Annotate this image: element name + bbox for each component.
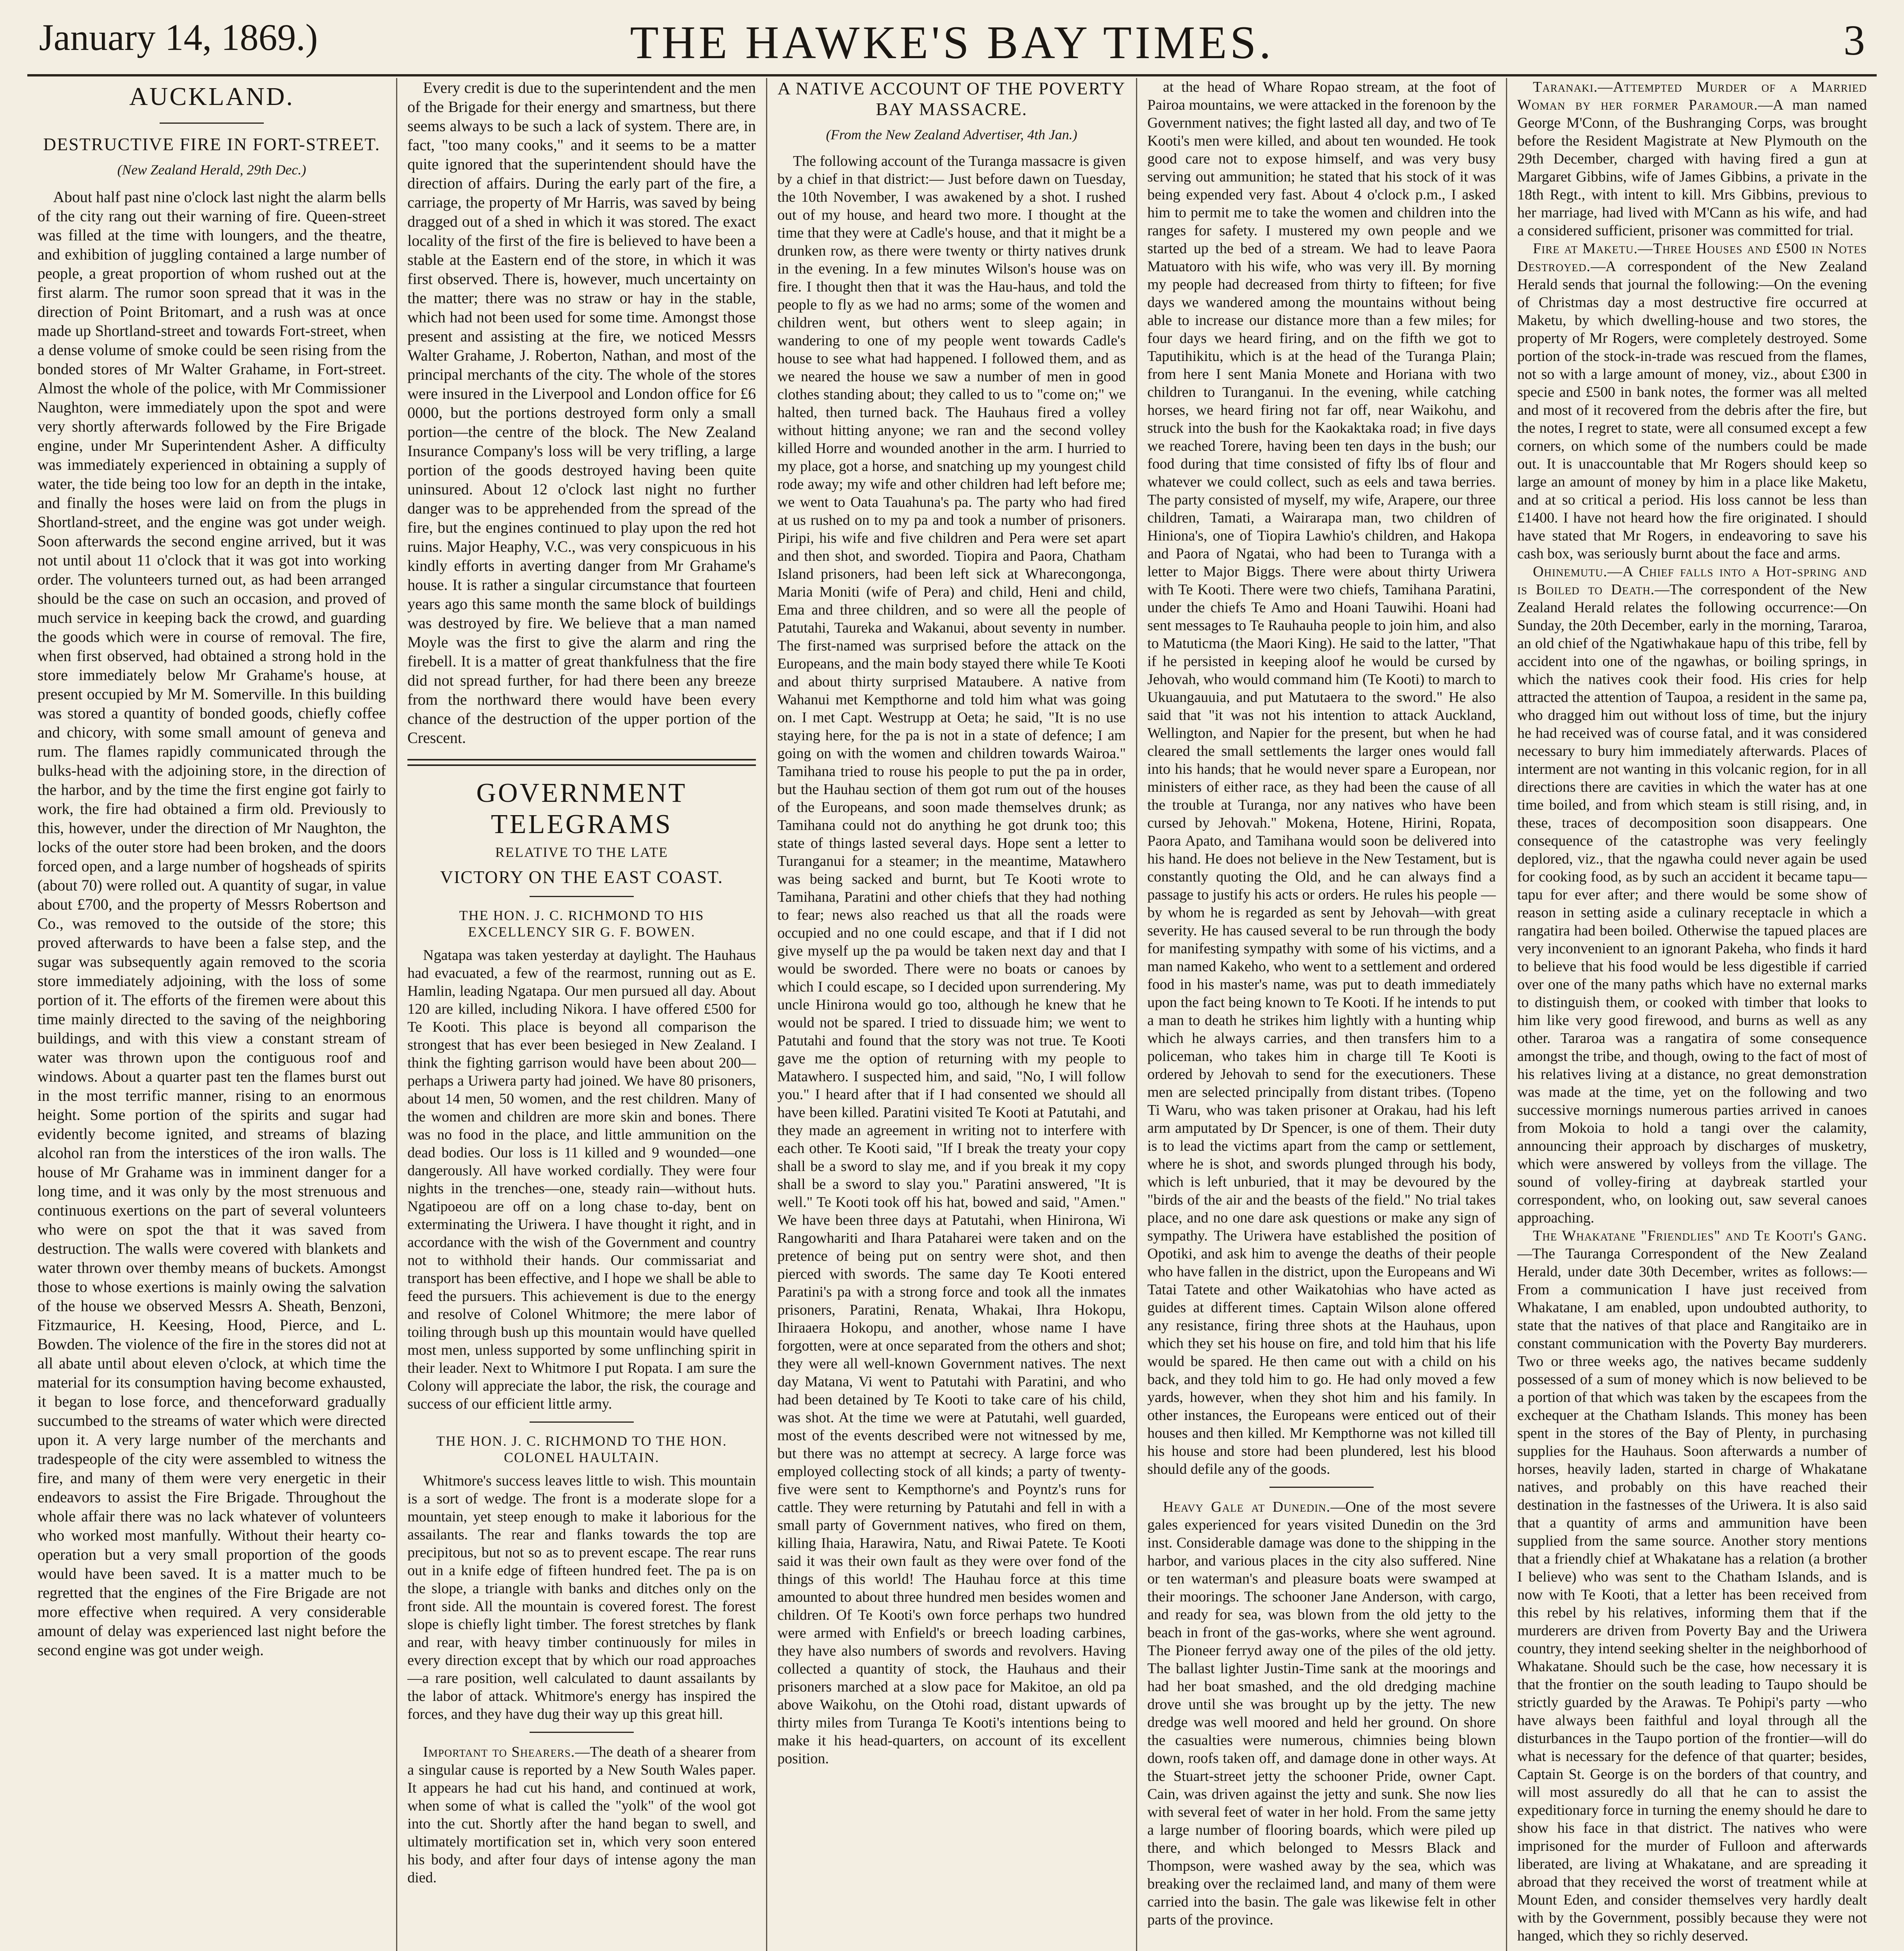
column-5: [1507, 78, 1877, 1951]
article-ohinemutu-text: —The correspondent of the New Zealand Herald relates the following occurrence:—On Sunday, the 20th December, early in the morning, Tararoa, an old chief of the Ngatiwhakaue hapu of this tribe, fell by accident into one of the ngawhas, or boiling springs, in which the natives cook their food. His cries for help attracted the attention of Taupoa, a resident in the same pa, who dragged him out without loss of time, but the injury he had received was of course fatal, and it was considered necessary to bury him immediately afterwards. Places of interment are not wanting in this volcanic region, for in all directions there are cavities in which the water has at one time boiled, and from which steam is still rising, and, in these, traces of decomposition soon disappears. One consequence of the catastrophe was very feelingly deplored, viz., that the ngawha could never again be used for cooking food, as by such an accident it became tapu—tapu for ever after; and there would be some show of reason in setting aside a culinary receptacle in which a rangatira had been boiled. Otherwise the tapued places are very inconvenient to an ignorant Pakeha, who finds it hard to believe that his food would be less digestible if carried over one of the many paths which have no external marks to distinguish them, or cooked with timber that looks to him like very good firewood, and burns as well as any other. Tararoa was a rangatira of some consequence amongst the tribe, and though, owing to the fact of most of his relatives living at a distance, no great demonstration was made at the time, yet on the following and two successive mornings numerous parties arrived in canoes from Mokoia to hold a tangi over the calamity, announcing their approach by discharges of musketry, which were answered by volleys from the village. The sound of volley-firing at daybreak startled your correspondent, who, on looking out, saw several canoes approaching.: [1517, 581, 1867, 1226]
article-body-fire-continued: Every credit is due to the superintendent and the men of the Brigade for their energy and smartness, but there seems always to be such a lack of system. There are, in fact, "too many cooks," and it seems to be a matter quite ignored that the superintendent should have the direction of affairs. During the early part of the fire, a carriage, the property of Mr Harris, was saved by being dragged out of a shed in which it was stored. The exact locality of the first of the fire is believed to have been a stable at the Eastern end of the store, in which it was first observed. There is, however, much uncertainty on the matter; there was no straw or hay in the stable, which had not been used for some time. Amongst those present and assisting at the fire, we noticed Messrs Walter Grahame, J. Roberton, Nathan, and most of the principal merchants of the city. The whole of the stores were insured in the Liverpool and London office for £6 0000, but the portions destroyed form only a small portion—the centre of the block. The New Zealand Insurance Company's loss will be very trifling, a large portion of the goods destroyed having been quite uninsured. About 12 o'clock last night no further danger was to be apprehended from the spread of the fire, but the engines continued to play upon the red hot ruins. Major Heaphy, V.C., was very conspicuous in his kindly efforts in averting danger from Mr Grahame's house. It is rather a singular circumstance that fourteen years ago this same month the same block of buildings was destroyed by fire. We believe that a man named Moyle was the first to give the alarm and ring the firebell. It is a matter of great thankfulness that the fire did not spread further, for had there been any breeze from the northward there would have been every chance of the destruction of the upper portion of the Crescent.: [407, 79, 756, 746]
article-shearers: [407, 1743, 756, 1887]
article-taranaki-title: Taranaki.—Attempted Murder of a Married Woman by her former Paramour.: [1517, 79, 1867, 113]
article-taranaki-text: —A man named George M'Conn, of the Bushranging Corps, was brought before the Resident Magistrate at New Plymouth on the 29th December, charged with having fired a gun at Margaret Gibbins, wife of James Gibbins, a private in the 18th Regt., with intent to kill. Mrs Gibbins, previous to her marriage, had lived with M'Cann as his wife, and had a considered sufficient, prisoner was committed for trial.: [1517, 97, 1867, 239]
article-gale-text: —One of the most severe gales experienced for years visited Dunedin on the 3rd inst. Considerable damage was done to the shipping in the harbor, and various places in the city also suffered. Nine or ten waterman's and pleasure boats were swamped at their moorings. The schooner Jane Anderson, with cargo, and ready for sea, was blown from the old jetty to the beach in front of the gas-works, where she went aground. The Pioneer ferryd away one of the piles of the old jetty. The ballast lighter Justin-Time sank at the moorings and had her boat smashed, and the old dredging machine drove until she was brought up by the jetty. The new dredge was well moored and held her ground. On shore the casualties were numerous, chimnies being blown down, roofs taken off, and damage done in other ways. At the Stuart-street jetty the schooner Pride, owner Capt. Cain, was driven against the jetty and sunk. She now lies with several feet of water in her hold. From the same jetty a large number of flooring boards, which were piled up there, and which belonged to Messrs Black and Thompson, were washed away by the sea, which was breaking over the reclaimed land, and many of them were carried into the basin. The gale was likewise felt in other parts of the province.: [1147, 1499, 1496, 1928]
article-title-massacre: A NATIVE ACCOUNT OF THE POVERTY BAY MASSACRE.: [777, 78, 1126, 119]
heading-rule: [160, 123, 264, 124]
telegrams-heading: GOVERNMENT TELEGRAMS: [476, 778, 687, 839]
article-taranaki: [1517, 78, 1867, 240]
paragraph-rule: [1269, 1487, 1374, 1488]
article-source-massacre: (From the New Zealand Advertiser, 4th Jan.): [826, 127, 1077, 142]
section-heading-auckland: AUCKLAND.: [129, 82, 294, 111]
issue-date: January 14, 1869.): [39, 16, 318, 58]
article-shearers-text: —The death of a shearer from a singular cause is reported by a New South Wales paper. It appears he had cut his hand, and continued at work, when some of what is called the "yolk" of the wool got into the cut. Shortly after the hand began to swell, and ultimately mortification set in, which very soon entered his body, and after four days of intense agony the man died.: [407, 1744, 756, 1886]
article-body-massacre-continued: at the head of Whare Ropao stream, at the foot of Pairoa mountains, we were attacked in the forenoon by the Government natives; the fight lasted all day, and two of Te Kooti's men were killed, and about ten wounded. He took good care not to expose himself, and was very busy serving out ammunition; he stated that his stock of it was being expended very fast. About 4 o'clock p.m., I asked him to permit me to take the women and children into the ranges for safety. I mustered my own people and we started up the bed of a stream. We had to leave Paora Matuatoro with his wife, who was very ill. By morning my people had decreased from thirty to fifteen; for five days we wandered among the mountains without being able to increase our distance more than a few miles; for four days we heard firing, and on the fifth we got to Taputihikitu, which is at the head of the Turanga Plain; from here I sent Mania Monete and Horiana with two children to Turanganui. In the evening, while catching horses, we heard firing not far off, near Waikohu, and struck into the bush for the Kaokaktaka road; in five days we reached Torere, having been ten days in the bush; our food during that time consisted of fifty lbs of flour and whatever we could collect, such as eels and tawa berries. The party consisted of myself, my wife, Arapere, our three children, Tamati, a Wairarapa man, two children of Hiniona's, one of Tiopira Lawhio's children, and Hakopa and Paora of Ngatai, who had been to Turanga with a letter to Major Biggs. There were about thirty Uriwera with Te Kooti. There were two chiefs, Tamihana Paratini, under the chiefs Te Amo and Hoani Tauwihi. Hoani had sent messages to Te Rauhauha people to join him, and also to Matuticma (the Maori King). He said to the latter, "That if he persisted in keeping aloof he would be cursed by Jehovah, who would command him (Te Kooti) to march to Ukuangauuia, and put Matutaera to the sword." He also said that "it was not his intention to attack Auckland, Wellington, and Napier for the present, but when he had cleared the small settlements the larger ones would fall into his hands; that he would never spare a European, nor ministers of either race, as they had been the cause of all the trouble at Turanga, nor any natives who have been cursed by Jehovah." Mokena, Hotene, Hirini, Ropata, Paora Apato, and Tamihana would soon be delivered into his hand. He does not believe in the New Testament, but is constantly quoting the Old, and he can always find a passage to justify his acts or orders. He rules his people —by whom he is regarded as sent by Jehovah—with great severity. He has caused several to be run through the body for manifesting sympathy with some of his victims, and a man named Kakeho, who went to a settlement and ordered food in his master's name, was put to death immediately upon the fact being known to Te Kooti. If he intends to put a man to death he strikes him lightly with a hunting whip which he always carries, and then transfers him to a policeman, who takes him in charge till Te Kooti is ordered by Jehovah to send for the executioners. These men are selected principally from distant tribes. (Topeno Ti Waru, who was taken prisoner at Orakau, had his left arm amputated by Dr Spencer, is one of them. Their duty is to lead the victims apart from the camp or settlement, where he is shot, and swords plunged through his body, which is left unburied, that it may be devoured by the "birds of the air and the beasts of the field." No trial takes place, and no one dare ask questions or make any sign of sympathy. The Uriwera have established the position of Opotiki, and ask him to avenge the deaths of their people who have fallen in the district, upon the Europeans and Wi Tatai Tatete and other Waikatohias who have acted as guides at different times. Captain Wilson alone offered any resistance, firing three shots at the Hauhaus, upon which they set his house on fire, and told him that his life would be spared. He then came out with a child on his back, and they told him to go. He had only moved a few yards, however, when they shot him and his family. In other instances, the Europeans were enticed out of their houses and then killed. Mr Kempthorne was not killed till his house and store had been plundered, lest his blood should defile any of the goods.: [1147, 79, 1496, 1477]
page-number: 3: [1844, 16, 1865, 64]
article-columns: [27, 78, 1877, 1951]
telegrams-subheading-victory: VICTORY ON THE EAST COAST.: [440, 867, 724, 887]
article-maketu-text: —A correspondent of the New Zealand Herald sends that journal the following:—On the evening of Christmas day a most destructive fire occurred at Maketu, by which dwelling-house and two stores, the property of Mr Rogers, were completely destroyed. Some portion of the stock-in-trade was rescued from the flames, not so with a large amount of money, viz., about £300 in specie and £500 in bank notes, the former was all melted and most of it recovered from the debris after the fire, but the notes, I regret to state, were all consumed except a few corners, on which some of the numbers could be made out. It is unaccountable that Mr Rogers should keep so large an amount of money by him in a place like Maketu, and at so critical a period. His loss cannot be less than £1400. I have not heard how the fire originated. I should have stated that Mr Rogers, in endeavoring to save his cash box, was seriously burnt about the face and arms.: [1517, 258, 1867, 562]
telegram-body-1: Ngatapa was taken yesterday at daylight. The Hauhaus had evacuated, a few of the rearmost, running out as E. Hamlin, leading Ngatapa. Our men pursued all day. About 120 are killed, including Nikora. I have offered £500 for Te Kooti. This place is beyond all comparison the strongest that has ever been besieged in New Zealand. I think the fighting garrison would have been about 200—perhaps a Uriwera party had joined. We have 80 prisoners, about 14 men, 50 women, and the rest children. Many of the women and children are more skin and bones. There was no food in the place, and little ammunition on the dead bodies. Our loss is 11 killed and 9 wounded—one dangerously. All have worked cordially. They were four nights in the trenches—one, steady rain—without huts. Ngatipoeou are off on a long chase to-day, bent on exterminating the Uriwera. I have thought it right, and in accordance with the wish of the Government and country not to withhold their hands. Our commissariat and transport has been effective, and I hope we shall be able to feed the pursuers. This achievement is due to the energy and resolve of Colonel Whitmore; the mere labor of toiling through bush up this mountain would have quelled most men, unless supported by some unflinching spirit in their leader. Next to Whitmore I put Ropata. I am sure the Colony will appreciate the labor, the risk, the courage and success of our efficient little army.: [407, 947, 756, 1412]
telegram-rule: [530, 1421, 634, 1423]
telegram-body-2: Whitmore's success leaves little to wish. This mountain is a sort of wedge. The front is a moderate slope for a mountain, yet steep enough to make it laborious for the assailants. The rear and flanks towards the top are precipitous, but not so as to prevent escape. The rear runs out in a knife edge of fifteen hundred feet. The pa is on the slope, a triangle with banks and ditches only on the front side. All the mountain is covered forest. The forest slope is chiefly light timber. The forest stretches by flank and rear, with heavy timber continuously for miles in every direction except that by which our road approaches—a rare position, well calculated to daunt assailants by the labor of attack. Whitmore's energy has inspired the forces, and they have dug their way up this great hill.: [407, 1473, 756, 1722]
heading-rule: [530, 896, 634, 897]
article-whakatane-title: The Whakatane "Friendlies" and Te Kooti's Gang.: [1533, 1228, 1867, 1244]
column-1: [27, 78, 397, 1951]
article-maketu: [1517, 240, 1867, 563]
article-ohinemutu: [1517, 563, 1867, 1227]
masthead: [27, 16, 1877, 76]
article-title-fire: DESTRUCTIVE FIRE IN FORT-STREET.: [43, 134, 380, 154]
column-4: [1137, 78, 1507, 1951]
article-source: (New Zealand Herald, 29th Dec.): [117, 162, 306, 178]
article-body-massacre: The following account of the Turanga massacre is given by a chief in that district:— Just before dawn on Tuesday, the 10th November, I was awakened by a shot. I rushed out of my house, and heard two more. I thought at the time that they were at Cadle's house, and that it might be a drunken row, as there were twenty or thirty natives drunk in the evening. In a few minutes Wilson's house was on fire. I thought then that it was the Hau-haus, and told the people to fly as we had no arms; some of the women and children went, but others went to sleep again; in wandering to one of my people went towards Cadle's house to see what had happened. I followed them, and as we neared the house we saw a number of men in good clothes standing about; they called to us to "come on;" we halted, then turned back. The Hauhaus fired a volley without hitting anyone; we ran and the second volley killed Horre and wounded another in the arm. I hurried to my place, got a horse, and snatching up my youngest child rode away; my wife and other children had left before me; we went to Oata Tauahuna's pa. The party who had fired at us rushed on to my pa and took a number of prisoners. Piripi, his wife and five children and Pera were set apart and then shot, and sworded. Tiopira and Paora, Chatham Island prisoners, had been left sick at Wharecongonga, Maria Moniti (wife of Pera) and child, Heni and child, Ema and three children, and so were all the people of Patutahi, Taureka and Wakanui, about seventy in number. The first-named was surprised before the attack on the Europeans, and the main body stayed there while Te Kooti and about thirty surprised Mataubere. A native from Wahanui met Kempthorne and told him what was going on. I met Capt. Westrupp at Oeta; he said, "It is no use staying here, for the pa is not in a state of defence; I am going on with the women and children towards Wairoa." Tamihana tried to rouse his people to put the pa in order, but the Hauhau section of them got rum out of the houses of the Europeans, and soon made themselves drunk; as Tamihana could not do anything he got drunk too; this state of things lasted several days. Hope sent a letter to Turanganui for a steamer; in the meantime, Matawhero was being sacked and burnt, but Te Kooti wrote to Tamihana, Paratini and other chiefs that they had nothing to fear; news also reached us that all the roads were occupied and no one could escape, and that if I did not give myself up the pa would be taken next day and that I would be sworded. There were no boats or canoes by which I could escape, so I decided upon surrendering. My uncle Hinirona would go too, although he knew that he would not be spared. I tried to dissuade him; we went to Patutahi and found that the story was not true. Te Kooti gave me the option of returning with my people to Matawhero. I suspected him, and said, "No, I will follow you." I heard after that if I had consented we should all have been killed. Paratini visited Te Kooti at Patutahi, and they made an agreement in writing not to interfere with each other. Te Kooti said, "If I break the treaty your copy shall be a sword to slay me, and if you break it my copy shall be a sword to slay you." Paratini answered, "It is well." Te Kooti took off his hat, bowed and said, "Amen." We have been three days at Patutahi, when Hinirona, Wi Rangowhariti and Ihara Pataharei were taken and on the pretence of being put on sentry were shot, and then pierced with swords. The same day Te Kooti entered Paratini's pa with a strong force and took all the inmates prisoners, Paratini, Renata, Whakai, Ihra Hokopu, Ihiraaera Hokopu, and another, whose name I have forgotten, were at once separated from the others and shot; they were all well-known Government natives. The next day Matana, Vi went to Patutahi with Paratini, and who had been detained by Te Kooti to take care of his child, was shot. At the time we were at Patutahi, well guarded, most of the events described were not witnessed by me, but there was no attempt at secrecy. A large force was employed collecting stock of all kinds; a party of twenty-five were sent to Kempthorne's and Poyntz's runs for cattle. They were returning by Patutahi and fell in with a small party of Government natives, who fired on them, killing Ihaia, Harawira, Natu, and Riwai Patete. Te Kooti said it was their own fault as they were over fond of the things of this world! The Hauhau force at this time amounted to about three hundred men besides women and children. Of Te Kooti's own force perhaps two hundred were armed with Enfield's or breech loading carbines, they have also numbers of swords and revolvers. Having collected a quantity of stock, the Hauhaus and their prisoners marched at a slow pace for Makitoe, an old pa above Waikohu, on the Otohi road, distant upwards of thirty miles from Turanga Te Kooti's intentions being to make it his head-quarters, on account of its excellent position.: [777, 153, 1126, 1767]
article-body-fire: About half past nine o'clock last night the alarm bells of the city rang out their warning of fire. Queen-street was filled at the time with loungers, and the theatre, and exhibition of juggling contained a large number of people, a great proportion of whom rushed out at the first alarm. The rumor soon spread that it was in the direction of Point Britomart, and a rush was at once made up Shortland-street and towards Fort-street, when a dense volume of smoke could be seen rising from the bonded stores of Mr Walter Grahame, in Fort-street. Almost the whole of the police, with Mr Commissioner Naughton, were immediately upon the spot and were very shortly afterwards followed by the Fire Brigade engine, under Mr Superintendent Asher. A difficulty was immediately experienced in obtaining a supply of water, the tide being too low for an depth in the intake, and finally the hoses were laid on from the plugs in Shortland-street, and the engine was got under weigh. Soon afterwards the second engine arrived, but it was not until about 11 o'clock that it was got into working order. The volunteers turned out, as had been arranged should be the case on such an occasion, and proved of much service in keeping back the crowd, and guarding the goods which were in course of removal. The fire, when first observed, had obtained a strong hold in the store immediately below Mr Grahame's house, at present occupied by Mr M. Somerville. In this building was stored a quantity of bonded goods, chiefly coffee and chicory, with some small amount of geneva and rum. The flames rapidly communicated through the bulks-head with the adjoining store, in the direction of the harbor, and by the time the first engine got fairly to work, the fire had obtained a firm old. Previously to this, however, under the direction of Mr Naughton, the locks of the outer store had been broken, and the doors forced open, and a large number of hogsheads of spirits (about 70) were rolled out. A quantity of sugar, in value about £700, and the property of Messrs Robertson and Co., was removed to the outside of the store; this proved afterwards to have been a false step, and the sugar was subsequently again removed to the scoria store immediately adjoining, with the loss of some portion of it. The efforts of the firemen were about this time mainly directed to the saving of the neighboring buildings, and with this view a constant stream of water was thrown upon the contiguous roof and windows. About a quarter past ten the flames burst out in the most terrific manner, rising to an enormous height. Some portion of the spirits and sugar had evidently become ignited, and streams of blazing alcohol ran from the interstices of the iron walls. The house of Mr Grahame was in imminent danger for a long time, and it was only by the most strenuous and continuous exertions on the part of several volunteers who were on spot the that it was saved from destruction. The walls were covered with blankets and water thrown over themby means of buckets. Amongst those to whose exertions is mainly owing the salvation of the house we observed Messrs A. Sheath, Benzoni, Fitzmaurice, H. Keesing, Hood, Pierce, and L. Bowden. The violence of the fire in the stores did not at all abate until about eleven o'clock, at which time the material for its consumption having become exhausted, it began to lose force, and thenceforward gradually succumbed to the streams of water which were directed upon it. A very large number of the merchants and tradespeople of the city were assembled to witness the fire, and many of them were very energetic in their endeavors to assist the Fire Brigade. Throughout the whole affair there was no lack whatever of volunteers who worked most manfully. Without their hearty co-operation but a very small proportion of the goods would have been saved. It is a matter much to be regretted that the engines of the Fire Brigade are not more effective when required. A very considerable amount of delay was experienced last night before the second engine was got under weigh.: [37, 188, 386, 1659]
newspaper-title: THE HAWKE'S BAY TIMES.: [630, 16, 1274, 68]
telegram-sender-2: THE HON. J. C. RICHMOND TO THE HON. COLONEL HAULTAIN.: [436, 1433, 727, 1465]
telegrams-subheading: RELATIVE TO THE LATE: [495, 844, 668, 860]
column-2: [397, 78, 767, 1951]
section-divider: [407, 759, 756, 766]
article-whakatane: [1517, 1227, 1867, 1945]
article-shearers-title: Important to Shearers.: [423, 1744, 575, 1760]
column-3: [767, 78, 1137, 1951]
telegram-sender-1: THE HON. J. C. RICHMOND TO HIS EXCELLENCY SIR G. F. BOWEN.: [459, 908, 704, 940]
article-gale: [1147, 1498, 1496, 1929]
article-maketu-title: Fire at Maketu.—Three Houses and £500 in Notes Destroyed.: [1517, 240, 1867, 275]
article-gale-title: Heavy Gale at Dunedin.: [1163, 1499, 1331, 1515]
paragraph-rule: [530, 1732, 634, 1733]
article-ohinemutu-title: Ohinemutu.—A Chief falls into a Hot-spring and is Boiled to Death.: [1517, 563, 1867, 598]
article-whakatane-text: —The Tauranga Correspondent of the New Zealand Herald, under date 30th December, writes as follows:—From a communication I have just received from Whakatane, I am enabled, upon undoubted authority, to state that the natives of that place and Rangitaiko are in constant communication with the Poverty Bay murderers. Two or three weeks ago, the natives became suddenly possessed of a sum of money which is now believed to be a portion of that which was taken by the escapees from the exchequer at the Chatham Islands. This money has been spent in the stores of the Bay of Plenty, in purchasing supplies for the Hauhaus. Soon afterwards a number of horses, heavily laden, started in charge of Whakatane natives, and probably on this have reached their destination in the fastnesses of the Uriwera. It is also said that a quantity of arms and ammunition have been supplied from the same source. Another story mentions that a friendly chief at Whakatane has a relation (a brother I believe) who was sent to the Chatham Islands, and is now with Te Kooti, that a letter has been received from this rebel by his relatives, informing them that if the murderers are driven from Poverty Bay and the Uriwera country, they intend seeking shelter in the neighborhood of Whakatane. Should such be the case, how necessary it is that the frontier on the south leading to Taupo should be strictly guarded by the Arawas. Te Pohipi's party —who have always been faithful and loyal through all the disturbances in the Taupo portion of the frontier—will do what is necessary for the defence of that quarter; besides, Captain St. George is on the borders of that country, and will most assuredly do all that he can to assist the expeditionary force in turning the enemy should he dare to show his face in that district. The natives who were imprisoned for the murder of Fulloon and afterwards liberated, are living at Whakatane, and are spreading it abroad that they received the worst of treatment while at Mount Eden, and consider themselves very hardly dealt with by the Government, possibly because they were not hanged, which they so richly deserved.: [1517, 1246, 1867, 1944]
